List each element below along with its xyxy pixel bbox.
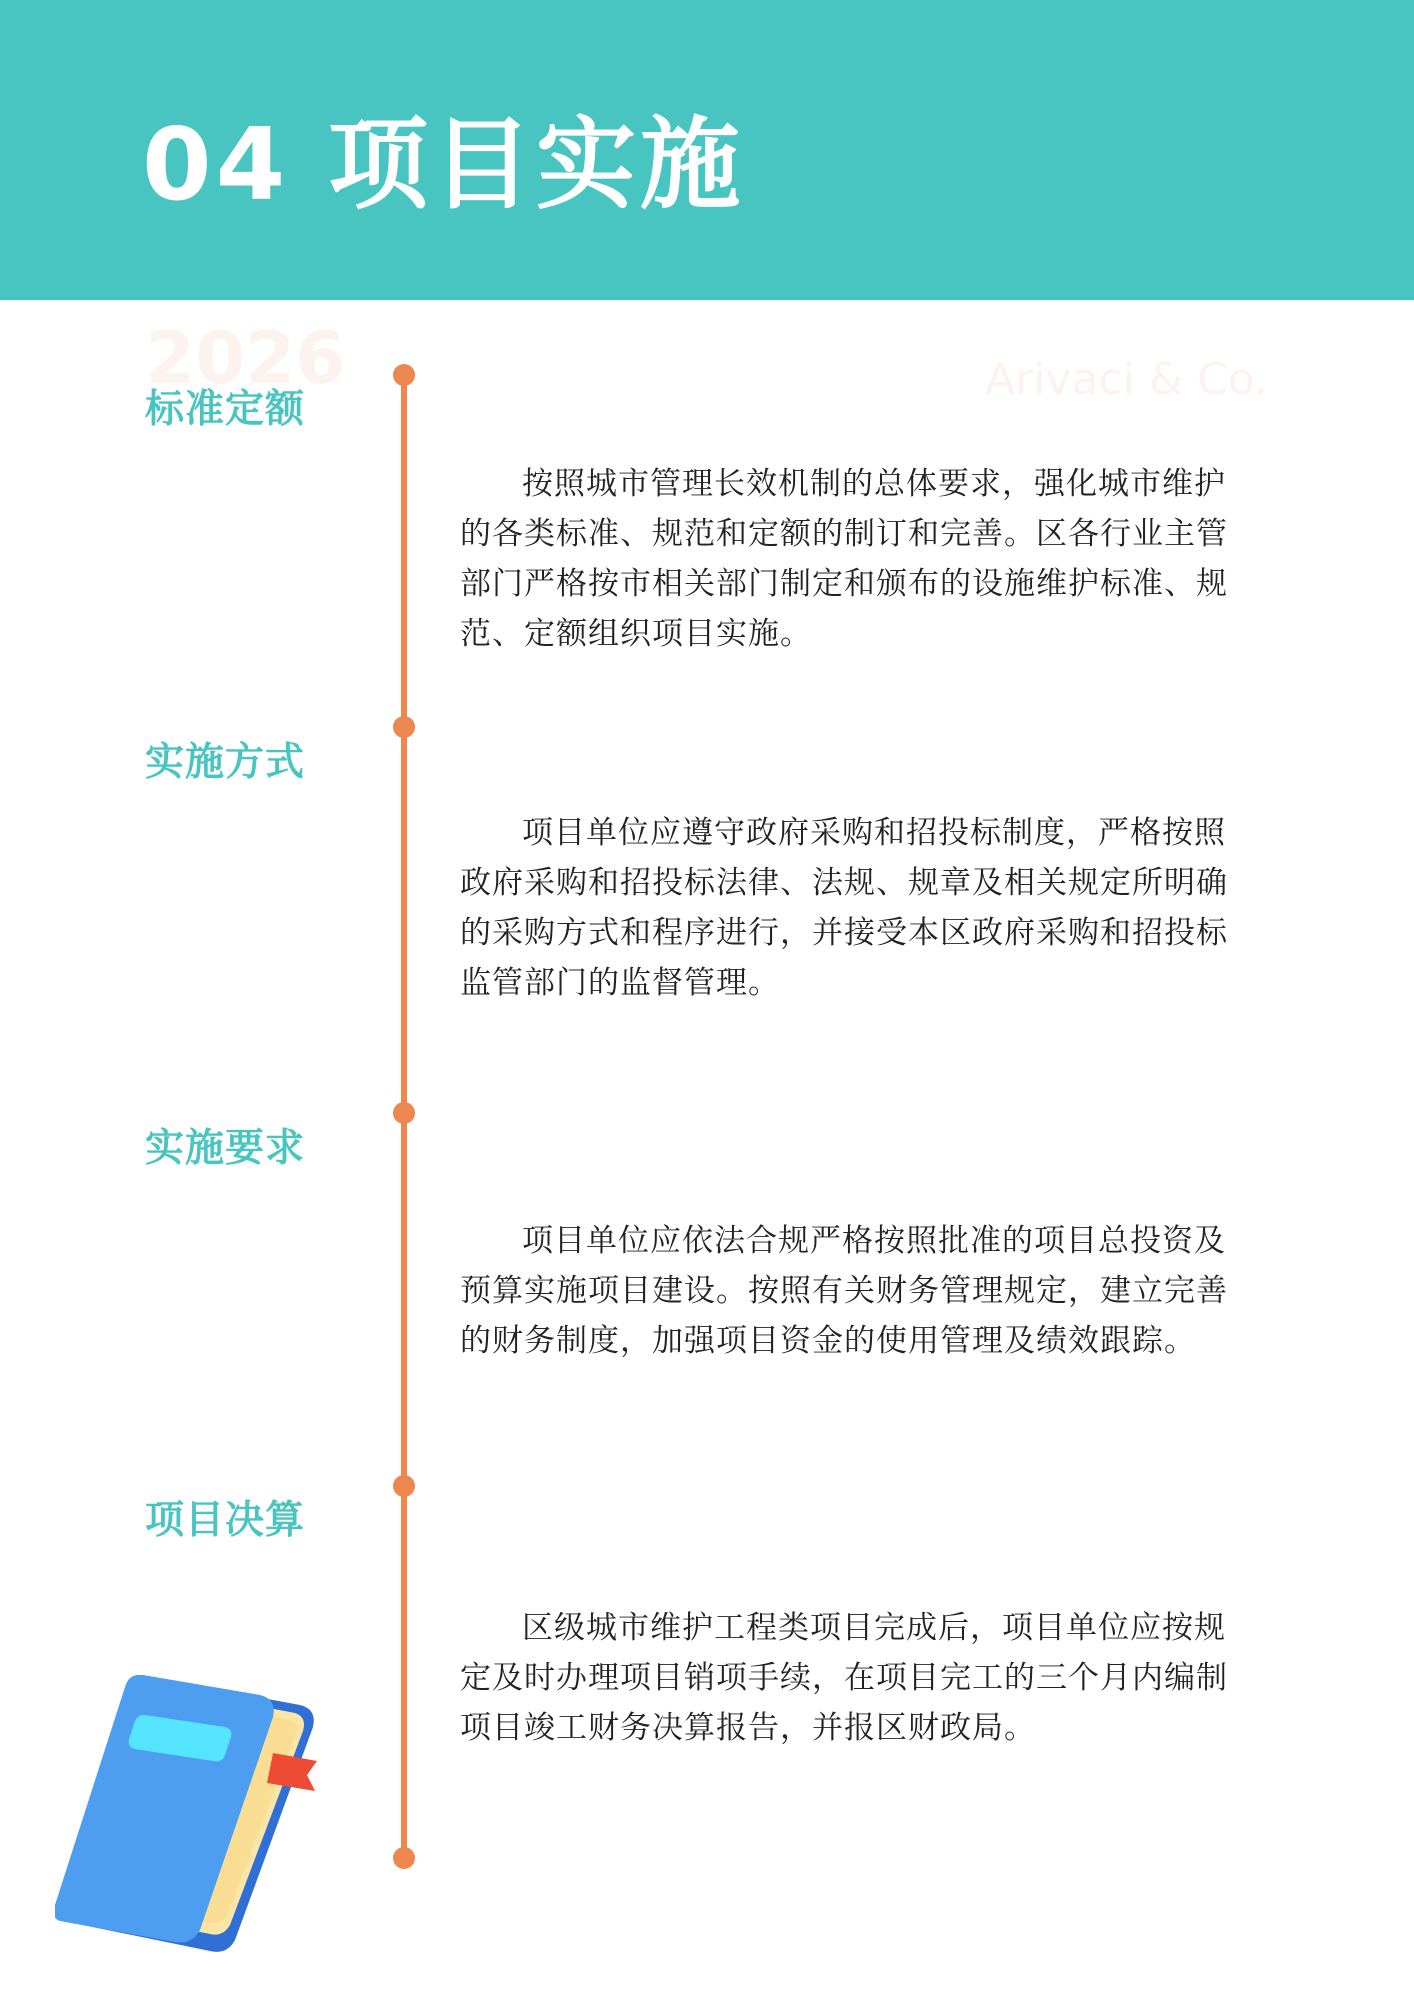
section-body-method: 项目单位应遵守政府采购和招投标制度，严格按照政府采购和招投标法律、法规、规章及相关规定所明确的采购方式和程序进行，并接受本区政府采购和招投标监管部门的监督管理。 — [460, 815, 1228, 1001]
timeline-dot — [393, 716, 415, 738]
header-banner — [0, 0, 1414, 300]
section-body-requirements: 项目单位应依法合规严格按照批准的项目总投资及预算实施项目建设。按照有关财务管理规定，建立完善的财务制度，加强项目资金的使用管理及绩效跟踪。 — [460, 1223, 1228, 1359]
timeline-dot — [393, 364, 415, 386]
section-heading-requirements: 实施要求 — [145, 1126, 306, 1171]
section-heading-method: 实施方式 — [145, 740, 306, 785]
section-body-standards: 按照城市管理长效机制的总体要求，强化城市维护的各类标准、规范和定额的制订和完善。区各行业主管部门严格按市相关部门制定和颁布的设施维护标准、规范、定额组织项目实施。 — [460, 466, 1228, 652]
timeline-dot — [393, 1102, 415, 1124]
page-title: 04 项目实施 — [142, 106, 744, 223]
section-body-settlement: 区级城市维护工程类项目完成后，项目单位应按规定及时办理项目销项手续，在项目完工的三个月内编制项目竣工财务决算报告，并报区财政局。 — [460, 1610, 1228, 1746]
watermark-company: Arivaci & Co. — [985, 354, 1268, 405]
timeline-dot — [393, 1847, 415, 1869]
section-heading-settlement: 项目决算 — [145, 1498, 306, 1543]
watermark-year: 2026 — [145, 316, 346, 400]
book-icon — [55, 1675, 335, 1955]
section-heading-standards: 标准定额 — [145, 387, 306, 432]
timeline-dot — [393, 1475, 415, 1497]
